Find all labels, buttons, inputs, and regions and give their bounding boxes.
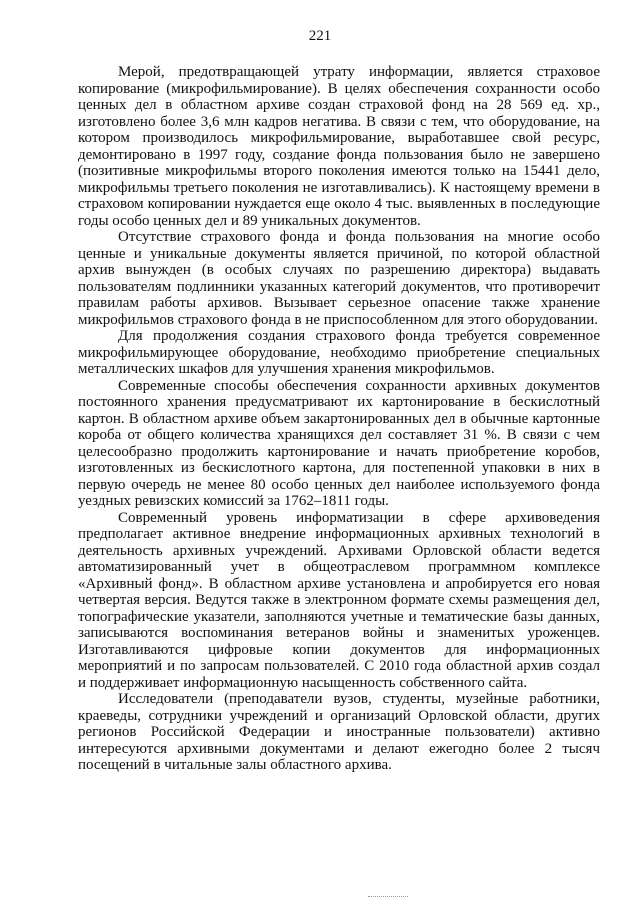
paragraph-insurance-copying: Мерой, предотвращающей утрату информации, является страховое копирование (микрофильмирование). В целях обеспечения сохранности особо ценных дел в областном архиве создан страховой фонд на 28 569 ед. хр., изготовлено более 3,6 млн кадров негатива. В связи с тем, что оборудование, на котором производилось микрофильмирование, выработавшее свой ресурс, демонтировано в 1997 году, создание фонда пользования было не завершено (позитивные микрофильмы второго поколения имеются только на 15441 дело, микрофильмы третьего поколения не изготавливались). К настоящему времени в страховом копировании нуждается еще около 4 тыс. выявленных в последующие годы особо ценных дел и 89 уникальных документов. (78, 64, 600, 229)
paragraph-informatization: Современный уровень информатизации в сфере архивоведения предполагает активное внедрение информационных архивных технологий в деятельность архивных учреждений. Архивами Орловской области ведется автоматизированный учет в общеотраслевом программном комплексе «Архивный фонд». В областном архиве установлена и апробируется его новая четвертая версия. Ведутся также в электронном формате схемы размещения дел, топографические указатели, заполняются учетные и тематические базы данных, записываются воспоминания ветеранов войны и знаменитых уроженцев. Изготавливаются цифровые копии документов для информационных мероприятий и по запросам пользователей. С 2010 года областной архив создал и поддерживает информационную насыщенность собственного сайта. (78, 509, 600, 691)
page-number: 221 (308, 28, 332, 44)
document-body (78, 64, 600, 774)
paragraph-equipment-needs: Для продолжения создания страхового фонда требуется современное микрофильмирующее оборудование, необходимо приобретение специальных металлических шкафов для улучшения хранения микрофильмов. (78, 328, 600, 377)
paragraph-cardboard-storage: Современные способы обеспечения сохранности архивных документов постоянного хранения предусматривают их картонирование в бескислотный картон. В областном архиве объем закартонированных дел в обычные картонные короба от общего количества хранящихся дел составляет 31 %. В связи с чем целесообразно продолжить картонирование и начать приобретение коробов, изготовленных из бескислотного картона, для постепенной упаковки в них в первую очередь не менее 80 особо ценных дел наиболее используемого фонда уездных ревизских комиссий за 1762–1811 годы. (78, 377, 600, 509)
paragraph-missing-fund: Отсутствие страхового фонда и фонда пользования на многие особо ценные и уникальные документы является причиной, по которой областной архив вынужден (в особых случаях по разрешению директора) выдавать пользователям подлинники указанных категорий документов, что противоречит правилам работы архивов. Вызывает серьезное опасение также хранение микрофильмов страхового фонда в не приспособленном для этого оборудовании. (78, 229, 600, 328)
paragraph-researchers: Исследователи (преподаватели вузов, студенты, музейные работники, краеведы, сотрудники учреждений и организаций Орловской области, других регионов Российской Федерации и иностранные пользователи) активно интересуются архивными документами и делают ежегодно более 2 тысяч посещений в читальные залы областного архива. (78, 691, 600, 773)
footer-divider (368, 896, 408, 897)
